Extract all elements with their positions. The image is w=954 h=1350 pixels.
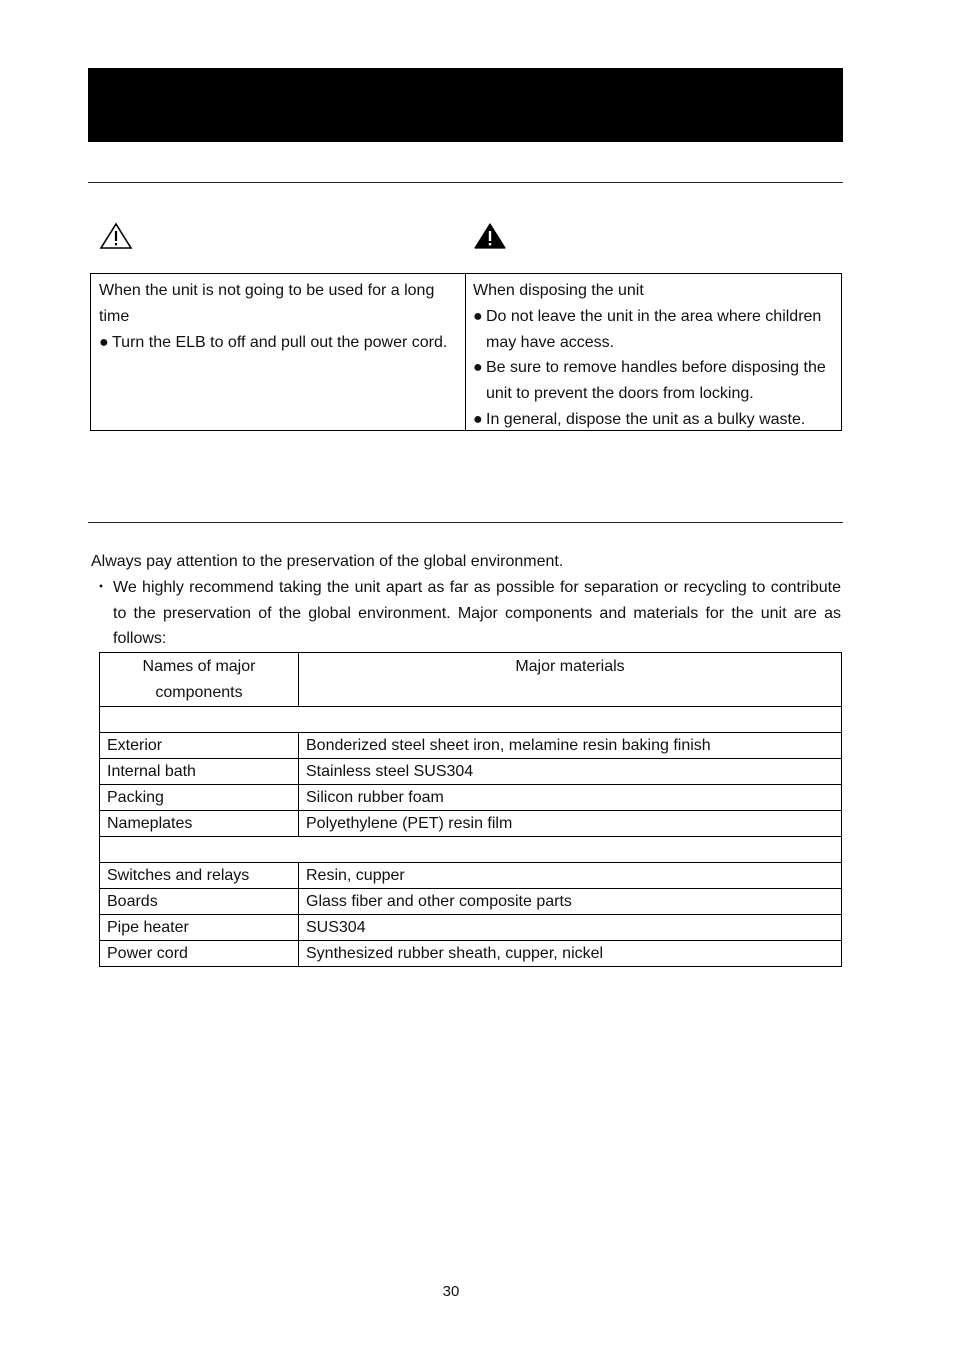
table-row xyxy=(100,889,842,915)
component-cell: Pipe heater xyxy=(100,915,299,941)
component-cell: Internal bath xyxy=(100,759,299,785)
component-cell: Power cord xyxy=(100,941,299,967)
bullet-icon: ● xyxy=(473,410,483,428)
material-cell: Glass fiber and other composite parts xyxy=(299,889,842,915)
material-cell: Resin, cupper xyxy=(299,863,842,889)
table-row xyxy=(100,811,842,837)
caution-outline-icon xyxy=(99,222,133,250)
component-cell: Packing xyxy=(100,785,299,811)
notice-table xyxy=(90,273,842,431)
bullet-icon: ● xyxy=(99,333,109,351)
notice-item-text: Turn the ELB to off and pull out the power cord. xyxy=(112,333,448,351)
bullet-icon: ● xyxy=(473,307,483,325)
section-rule xyxy=(88,522,843,523)
bullet-icon: ● xyxy=(473,359,483,377)
table-row xyxy=(100,863,842,889)
header-materials: Major materials xyxy=(299,653,842,707)
warning-filled-icon xyxy=(473,222,507,250)
environment-paragraph xyxy=(91,575,841,652)
notice-item xyxy=(473,407,833,433)
notice-item-text: Do not leave the unit in the area where children may have access. xyxy=(486,307,822,351)
materials-table xyxy=(99,652,842,967)
group-row xyxy=(100,837,842,863)
paragraph-text: We highly recommend taking the unit apart as far as possible for separation or recycling to contribute to the preservation of the global environment. Major components and materials for the unit are as follows: xyxy=(113,579,841,648)
material-cell: SUS304 xyxy=(299,915,842,941)
group-cell xyxy=(100,837,842,863)
material-cell: Bonderized steel sheet iron, melamine resin baking finish xyxy=(299,733,842,759)
notice-heading: When the unit is not going to be used for a long time xyxy=(99,282,435,325)
table-header-row xyxy=(100,653,842,707)
notice-item xyxy=(473,355,833,407)
section-rule xyxy=(88,182,843,183)
table-row xyxy=(100,785,842,811)
header-components: Names of major components xyxy=(100,653,299,707)
component-cell: Nameplates xyxy=(100,811,299,837)
page-number: 30 xyxy=(442,1283,460,1300)
material-cell: Synthesized rubber sheath, cupper, nickel xyxy=(299,941,842,967)
notice-item xyxy=(473,304,833,356)
component-cell: Switches and relays xyxy=(100,863,299,889)
notice-item-text: Be sure to remove handles before disposing the unit to prevent the doors from locking. xyxy=(486,359,826,403)
group-row xyxy=(100,707,842,733)
table-row xyxy=(100,915,842,941)
component-cell: Exterior xyxy=(100,733,299,759)
material-cell: Stainless steel SUS304 xyxy=(299,759,842,785)
group-cell xyxy=(100,707,842,733)
notice-disposal xyxy=(466,274,841,430)
notice-item-text: In general, dispose the unit as a bulky waste. xyxy=(486,410,806,428)
notice-storage xyxy=(91,274,466,430)
environment-intro: Always pay attention to the preservation of the global environment. xyxy=(91,553,564,570)
table-row xyxy=(100,733,842,759)
chapter-title-banner xyxy=(88,68,843,142)
material-cell: Polyethylene (PET) resin film xyxy=(299,811,842,837)
table-row xyxy=(100,759,842,785)
table-row xyxy=(100,941,842,967)
component-cell: Boards xyxy=(100,889,299,915)
material-cell: Silicon rubber foam xyxy=(299,785,842,811)
notice-heading: When disposing the unit xyxy=(473,282,644,299)
bullet-mark: ・ xyxy=(93,579,110,596)
notice-item xyxy=(99,330,457,356)
